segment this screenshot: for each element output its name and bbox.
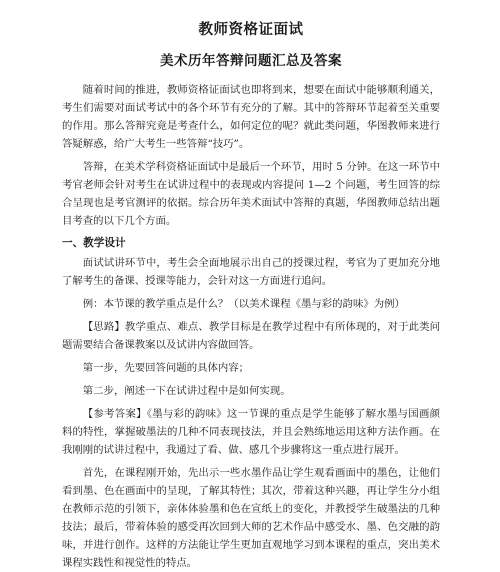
- section-paragraph: 面试试讲环节中，考生会全面地展示出自己的授课过程，考官为了更加充分地了解考生的备课、授课等能力，会针对这一方面进行追问。: [62, 257, 440, 287]
- reference-answer: 【参考答案】《墨与彩的韵味》这一节课的重点是学生能够了解水墨与国画颜料的特性，掌握破墨法的几种不同表现技法，并且会熟练地运用这种方法作画。在我刚刚的试讲过程中，我通过了看、做、感几个步骤将这一重点进行展开。: [62, 408, 440, 456]
- intro-paragraph: 随着时间的推进，教师资格证面试也即将到来，想要在面试中能够顺利通关，考生们需要对面试考试中的各个环节有充分的了解。其中的答辩环节起着至关重要的作用。那么答辩究竟是考查什么，如何定位的呢？就此类问题，华图教师来进行答疑解惑，给广大考生一些答辩“技巧”。: [62, 84, 440, 150]
- step-two: 第二步，阐述一下在试讲过程中是如何实现。: [82, 385, 291, 397]
- document-subtitle: 美术历年答辩问题汇总及答案: [160, 53, 342, 69]
- intro-paragraph: 答辩，在美术学科资格证面试中是最后一个环节，用时 5 分钟。在这一环节中考官老师会针对考生在试讲过程中的表现或内容提问 1—2 个问题，考生回答的综合呈现也是考官测评的依据。综合历年美术面试中答辩的真题，华图教师总结出题目考查的以下几个方面。: [62, 161, 440, 227]
- answer-detail: 首先，在课程刚开始，先出示一些水墨作品让学生观看画面中的墨色，让他们看到墨、色在画面中的呈现，了解其特性；其次，带着这种兴趣，再让学生分小组在教师示范的引领下，亲体体验墨和色在宣纸上的变化，并教授学生破墨法的几种技法；最后，带着体验的感受再次回到大师的艺术作品中感受水、墨、色交融的韵味，并进行创作。这样的方法能让学生更加直观地学习到本课程的重点，突出美术课程实践性和视觉性的特点。: [62, 467, 440, 569]
- step-one: 第一步，先要回答问题的具体内容；: [82, 362, 250, 374]
- thinking-paragraph: 【思路】教学重点、难点、教学目标是在教学过程中有所体现的，对于此类问题需要结合备课教案以及试讲内容做回答。: [62, 321, 440, 351]
- section-heading: 一、教学设计: [62, 237, 126, 249]
- document-title: 教师资格证面试: [198, 21, 304, 38]
- example-question: 例：本节课的教学重点是什么？（以美术课程《墨与彩的韵味》为例）: [82, 298, 405, 310]
